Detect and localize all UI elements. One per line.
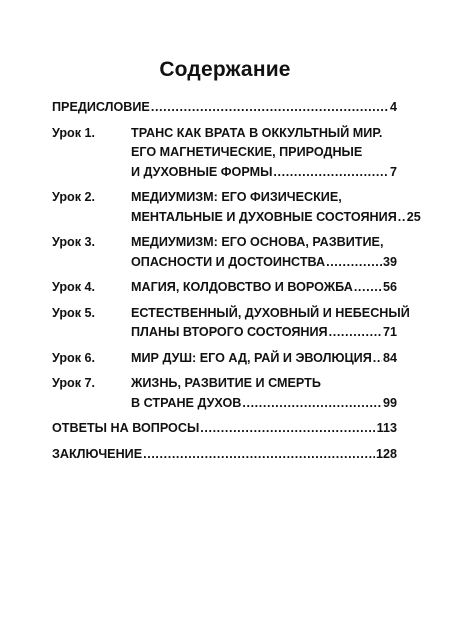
dot-leader <box>326 253 382 273</box>
toc-entry-text: МИР ДУШ: ЕГО АД, РАЙ И ЭВОЛЮЦИЯ <box>131 350 372 365</box>
toc-line <box>52 419 397 439</box>
toc-entry-text: И ДУХОВНЫЕ ФОРМЫ <box>131 164 273 179</box>
dot-leader <box>151 98 389 118</box>
page-number: 84 <box>382 350 397 365</box>
toc-line <box>52 98 397 118</box>
toc-line <box>52 233 397 253</box>
page-number: 128 <box>375 446 397 461</box>
dot-leader <box>273 163 389 183</box>
toc-line <box>52 188 397 208</box>
toc-line <box>52 253 397 273</box>
lesson-label: Урок 1. <box>52 125 96 140</box>
dot-leader <box>242 394 382 414</box>
page-number: 113 <box>376 421 397 435</box>
page-title: Содержание <box>159 58 291 81</box>
toc-entry-text: МЕДИУМИЗМ: ЕГО ФИЗИЧЕСКИЕ, <box>131 190 342 204</box>
toc-entry-text: ЕСТЕСТВЕННЫЙ, ДУХОВНЫЙ И НЕБЕСНЫЙ <box>131 305 410 320</box>
toc-line <box>52 394 397 414</box>
toc-entry-text: МЕДИУМИЗМ: ЕГО ОСНОВА, РАЗВИТИЕ, <box>131 235 384 249</box>
dot-leader <box>329 323 382 343</box>
toc-entry-text: ПРЕДИСЛОВИЕ <box>52 100 150 114</box>
lesson-label: Урок 4. <box>52 280 96 294</box>
toc-entry-text: ОПАСНОСТИ И ДОСТОИНСТВА <box>131 254 326 269</box>
toc-line <box>52 445 397 465</box>
table-of-contents <box>52 98 421 470</box>
toc-entry-text: ОТВЕТЫ НА ВОПРОСЫ <box>52 421 200 435</box>
toc-entry <box>52 304 410 343</box>
toc-entry <box>52 374 397 413</box>
toc-entry <box>52 419 397 439</box>
page-number: 39 <box>382 254 397 269</box>
toc-entry-text: ТРАНС КАК ВРАТА В ОККУЛЬТНЫЙ МИР. <box>131 125 383 140</box>
toc-entry-text: ПЛАНЫ ВТОРОГО СОСТОЯНИЯ <box>131 325 328 339</box>
toc-entry-text: ЗАКЛЮЧЕНИЕ <box>52 446 143 461</box>
lesson-label: Урок 5. <box>52 305 96 320</box>
lesson-label: Урок 2. <box>52 190 96 204</box>
toc-entry <box>52 124 397 183</box>
dot-leader <box>354 278 382 298</box>
lesson-label: Урок 3. <box>52 235 96 249</box>
page-number: 71 <box>382 325 397 339</box>
toc-entry-text: МЕНТАЛЬНЫЕ И ДУХОВНЫЕ СОСТОЯНИЯ <box>131 209 397 224</box>
toc-line <box>52 349 397 369</box>
toc-entry <box>52 278 397 298</box>
dot-leader <box>373 349 382 369</box>
dot-leader <box>398 208 406 228</box>
toc-line <box>52 278 397 298</box>
lesson-label: Урок 7. <box>52 376 96 390</box>
toc-line <box>52 124 397 144</box>
toc-entry-text: В СТРАНЕ ДУХОВ <box>131 395 242 410</box>
toc-entry <box>52 98 397 118</box>
dot-leader <box>143 445 375 465</box>
page-number: 25 <box>406 209 421 224</box>
toc-line <box>52 163 397 183</box>
page-number: 56 <box>382 280 397 294</box>
toc-line <box>52 323 397 343</box>
toc-line <box>52 304 410 324</box>
lesson-label: Урок 6. <box>52 350 96 365</box>
toc-entry <box>52 188 421 227</box>
toc-line <box>52 374 397 394</box>
toc-entry-text: ЖИЗНЬ, РАЗВИТИЕ И СМЕРТЬ <box>131 376 321 390</box>
page-number: 99 <box>382 395 397 410</box>
toc-entry-text: МАГИЯ, КОЛДОВСТВО И ВОРОЖБА <box>131 280 353 294</box>
page-number: 7 <box>389 164 397 179</box>
toc-entry-text: ЕГО МАГНЕТИЧЕСКИЕ, ПРИРОДНЫЕ <box>131 145 363 159</box>
toc-line <box>52 208 421 228</box>
dot-leader <box>200 419 375 439</box>
toc-entry <box>52 445 397 465</box>
toc-entry <box>52 349 397 369</box>
toc-line <box>52 143 397 163</box>
toc-entry <box>52 233 397 272</box>
page-number: 4 <box>389 100 397 114</box>
